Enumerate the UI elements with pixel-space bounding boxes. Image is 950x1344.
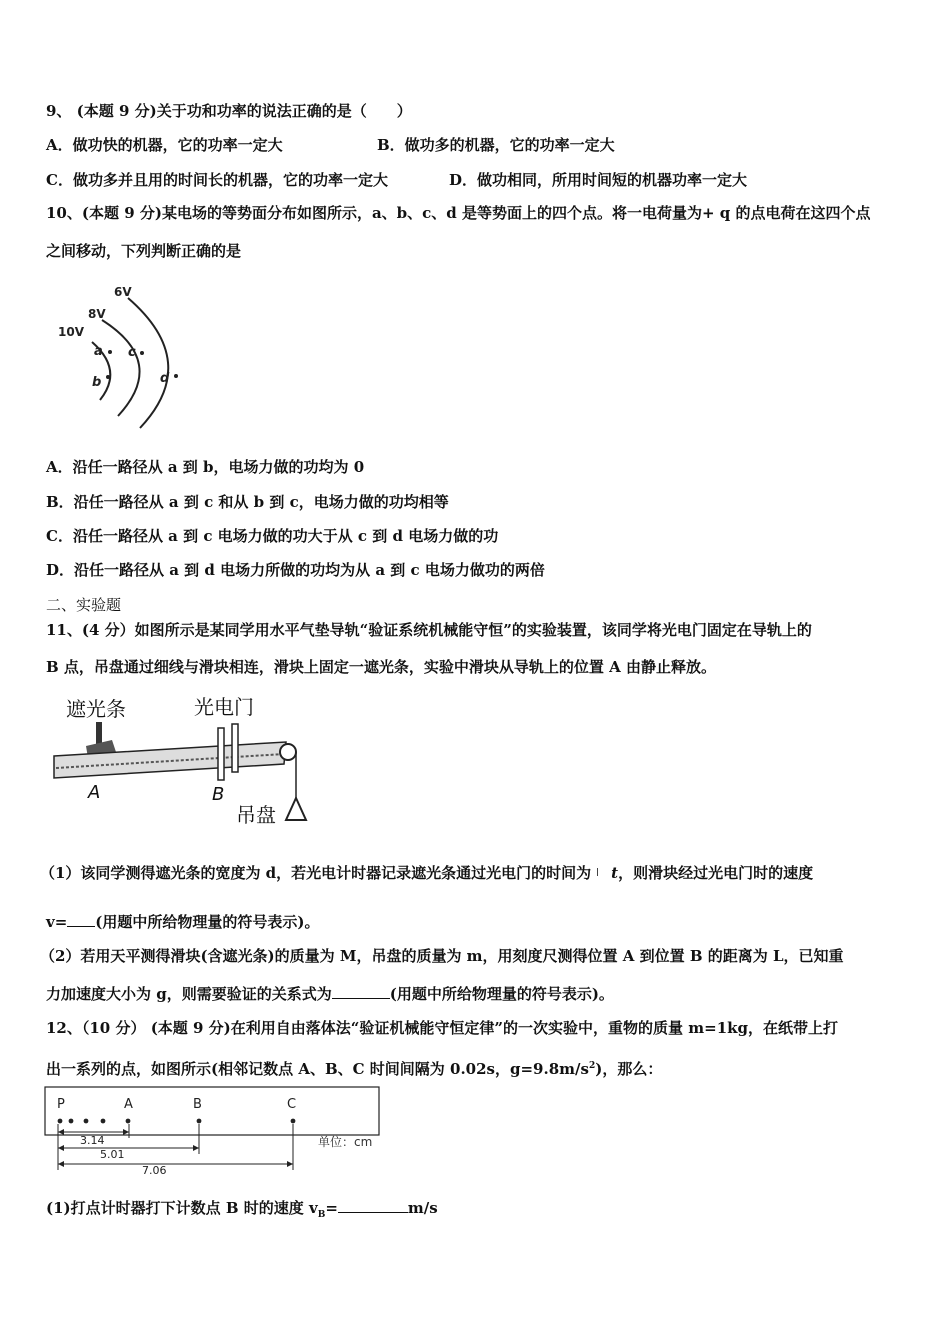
q11-answer-blank-v[interactable]: [67, 912, 95, 927]
label-8v: 8V: [88, 307, 106, 321]
point-a-dot: [108, 350, 112, 354]
q10-stem-line2: 之间移动，下列判断正确的是: [46, 242, 242, 260]
unit-label: 单位：cm: [318, 1135, 373, 1149]
label-photogate: 光电门: [194, 695, 254, 719]
dim-label-pc: 7.06: [142, 1164, 167, 1176]
section-heading: 二、实验题: [46, 596, 122, 614]
point-c-label: C: [287, 1097, 297, 1112]
q11-part1-text-b: ，则滑块经过光电门时的速度: [618, 864, 814, 882]
label-hanging-pan: 吊盘: [236, 803, 276, 827]
dim-label-pb: 5.01: [100, 1148, 125, 1161]
equipotential-8v: [102, 320, 140, 416]
q10-option-d: D．沿任一路径从 a 到 d 电场力所做的功均为从 a 到 c 电场力做功的两倍: [46, 561, 545, 579]
point-b-label: B: [193, 1097, 202, 1112]
equipotential-figure: [52, 280, 192, 430]
point-p-label: P: [57, 1097, 65, 1112]
dim-label-pa: 3.14: [80, 1134, 105, 1147]
q11-part1-line1: [40, 862, 813, 884]
q12-part1: [46, 1197, 438, 1226]
q11-part1-note: (用题中所给物理量的符号表示)。: [95, 913, 320, 931]
tape-dot-b: [197, 1119, 202, 1124]
q11-part1-text-a: （1）该同学测得遮光条的宽度为 d，若光电计时器记录遮光条通过光电门的时间为: [40, 864, 592, 882]
air-track-figure: [50, 690, 310, 830]
q12-part1-subscript: B: [317, 1210, 326, 1220]
q10-option-b: B．沿任一路径从 a 到 c 和从 b 到 c，电场力做的功均相等: [46, 493, 449, 511]
dim-arrow-pc-l: [58, 1161, 64, 1167]
q12-stem-end: )，那么：: [595, 1060, 663, 1078]
point-b-label: b: [92, 375, 102, 390]
label-position-b: B: [212, 784, 225, 805]
q12-stem-line2: [46, 1055, 662, 1080]
photogate-post-1: [218, 728, 224, 780]
dim-arrow-pb-l: [58, 1145, 64, 1151]
q9-option-d: D．做功相同，所用时间短的机器功率一定大: [449, 171, 748, 189]
q12-stem-superscript: 2: [588, 1061, 596, 1071]
label-6v: 6V: [114, 285, 132, 299]
q12-answer-blank-vb[interactable]: [338, 1198, 408, 1213]
q9-stem: 9、 (本题 9 分)关于功和功率的说法正确的是（ ）: [46, 102, 412, 120]
q11-stem-line2: B 点，吊盘通过细线与滑块相连，滑块上固定一遮光条，实验中滑块从导轨上的位置 A 由静止释放。: [46, 658, 716, 676]
point-d-label: d: [160, 371, 170, 386]
q11-part2-line1: （2）若用天平测得滑块(含遮光条)的质量为 M，吊盘的质量为 m，用刻度尺测得位置 A 到位置 B 的距离为 L，已知重: [40, 947, 844, 965]
q9-option-c: C．做功多并且用的时间长的机器，它的功率一定大: [46, 171, 388, 189]
q11-part2-line2: [46, 983, 614, 1005]
shade-strip: [96, 722, 102, 744]
q11-part1-line2: [46, 911, 320, 933]
pulley: [280, 744, 296, 760]
q9-option-a: A．做功快的机器，它的功率一定大: [46, 136, 283, 154]
point-a-label: a: [94, 344, 103, 359]
q9-option-b: B．做功多的机器，它的功率一定大: [377, 136, 615, 154]
equipotential-6v: [128, 298, 168, 428]
q12-part1-text: (1)打点计时器打下计数点 B 时的速度 v: [46, 1199, 318, 1217]
dim-arrow-pb-r: [193, 1145, 199, 1151]
point-b-dot: [106, 375, 110, 379]
q10-option-c: C．沿任一路径从 a 到 c 电场力做的功大于从 c 到 d 电场力做的功: [46, 527, 499, 545]
tape-dot-c: [291, 1119, 296, 1124]
point-d-dot: [174, 374, 178, 378]
point-c-label: c: [128, 345, 136, 360]
q11-part1-v-label: v=: [46, 913, 68, 931]
q11-part2-text: 力加速度大小为 g，则需要验证的关系式为: [46, 985, 332, 1003]
q11-part2-note: (用题中所给物理量的符号表示)。: [389, 985, 614, 1003]
paper-tape: [45, 1087, 379, 1135]
q11-stem-line1: 11、(4 分）如图所示是某同学用水平气垫导轨“验证系统机械能守恒”的实验装置，该同学将光电门固定在导轨上的: [46, 621, 812, 639]
point-a-label: A: [124, 1097, 133, 1112]
photogate-post-2: [232, 724, 238, 772]
label-position-a: A: [88, 782, 101, 803]
q10-option-a: A．沿任一路径从 a 到 b，电场力做的功均为 0: [46, 458, 365, 476]
tape-dot-2: [84, 1119, 89, 1124]
paper-tape-figure: [44, 1086, 394, 1176]
q11-part1-delta-t: t: [611, 864, 619, 882]
q12-stem-line1: 12、（10 分） (本题 9 分)在利用自由落体法“验证机械能守恒定律”的一次实验中，重物的质量 m=1kg，在纸带上打: [46, 1019, 839, 1037]
q12-stem-text: 出一系列的点，如图所示(相邻记数点 A、B、C 时间间隔为 0.02s，g=9.8m/s: [46, 1060, 589, 1078]
q10-stem-line1: 10、(本题 9 分)某电场的等势面分布如图所示，a、b、c、d 是等势面上的四个点。将一电荷量为+ q 的点电荷在这四个点: [46, 204, 871, 222]
tape-dot-3: [101, 1119, 106, 1124]
label-10v: 10V: [58, 325, 84, 339]
hanging-pan: [286, 798, 306, 820]
tape-dot-a: [126, 1119, 131, 1124]
point-c-dot: [140, 351, 144, 355]
tape-dot-1: [69, 1119, 74, 1124]
label-shade-strip: 遮光条: [66, 697, 126, 721]
tape-dot-p: [58, 1119, 63, 1124]
dim-arrow-pc-r: [287, 1161, 293, 1167]
q11-answer-blank-relation[interactable]: [332, 984, 390, 999]
q12-part1-unit: m/s: [407, 1199, 438, 1217]
q12-part1-equals: =: [325, 1199, 338, 1217]
